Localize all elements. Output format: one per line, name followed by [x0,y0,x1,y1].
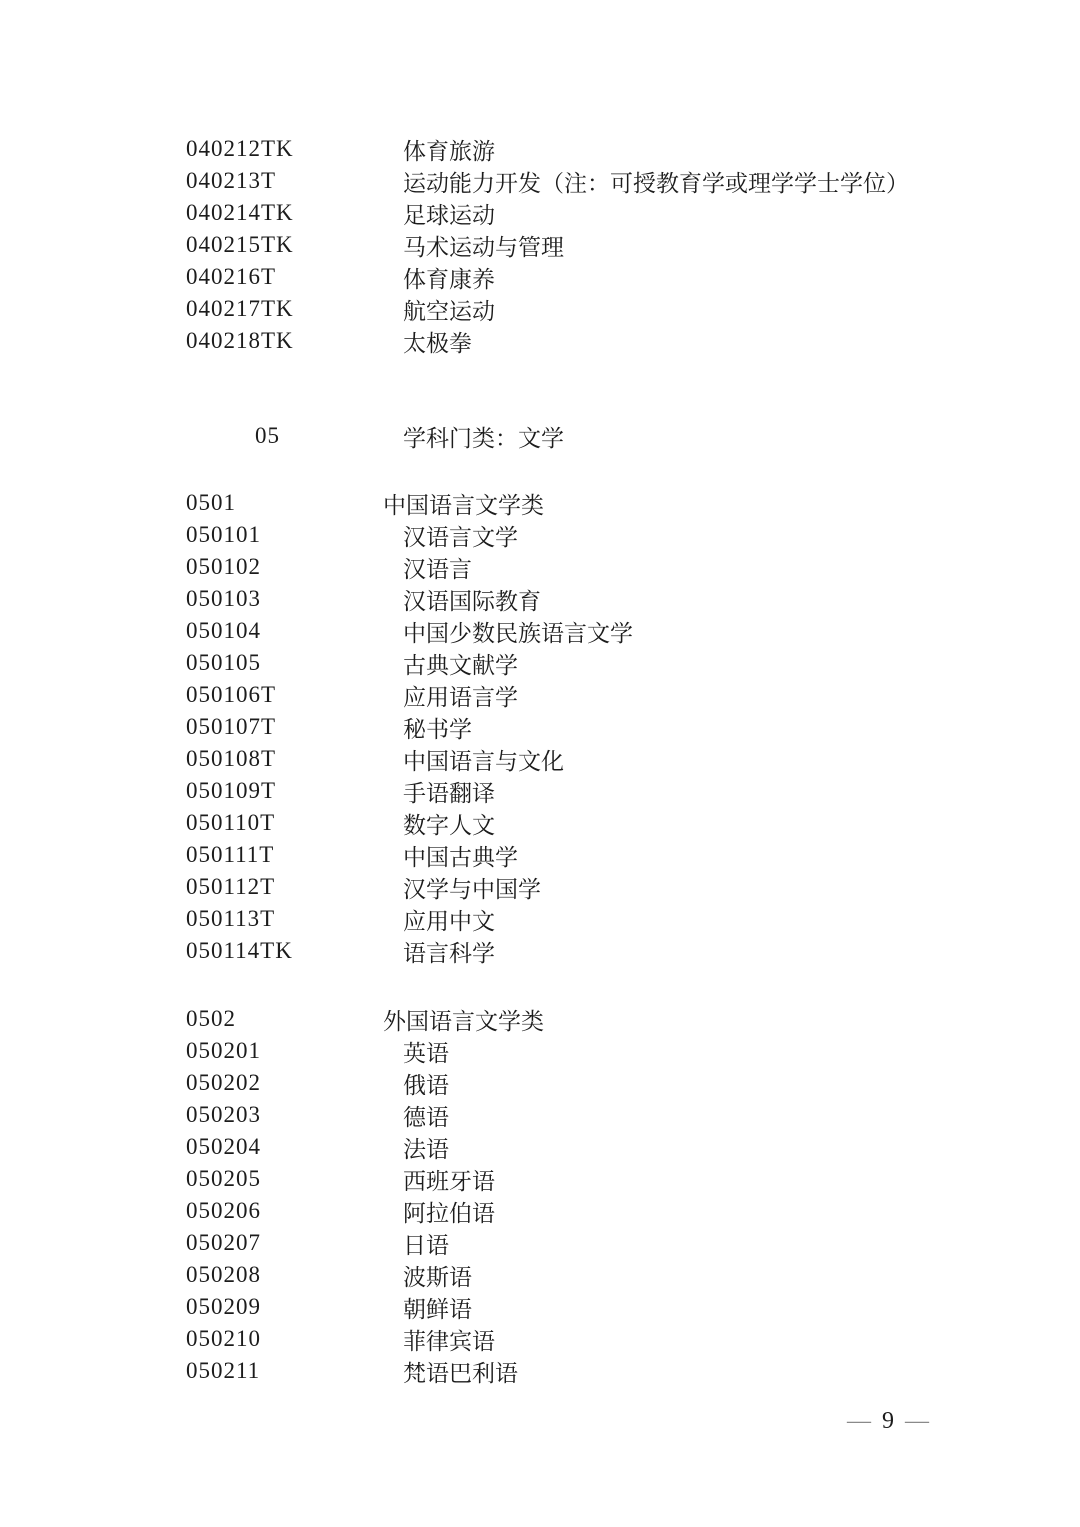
major-name: 手语翻译 [403,780,495,806]
major-name: 航空运动 [403,298,495,324]
major-name: 汉语言文学 [403,524,518,550]
major-code: 050204 [186,1134,261,1159]
major-row [186,1163,1066,1195]
major-name: 马术运动与管理 [403,234,564,260]
major-row [186,1227,1066,1259]
major-name: 中国古典学 [403,844,518,870]
major-code: 040214TK [186,200,294,225]
major-code: 050203 [186,1102,261,1127]
major-name: 法语 [403,1136,449,1162]
group-header-row [186,1003,1066,1035]
major-row [186,743,1066,775]
major-code: 050101 [186,522,261,547]
major-name: 菲律宾语 [403,1328,495,1354]
major-code: 050108T [186,746,277,771]
page-number-left-dash: — [847,1408,871,1434]
major-row [186,935,1066,967]
major-code: 050110T [186,810,276,835]
major-code: 050105 [186,650,261,675]
major-name: 运动能力开发（注：可授教育学或理学学士学位） [403,170,909,196]
major-row [186,775,1066,807]
major-row [186,1035,1066,1067]
major-code: 050102 [186,554,261,579]
major-row [186,711,1066,743]
major-row [186,519,1066,551]
major-code: 050106T [186,682,277,707]
major-code: 050209 [186,1294,261,1319]
major-row [186,325,1066,357]
major-name: 中国少数民族语言文学 [403,620,633,646]
major-row [186,1259,1066,1291]
major-name: 西班牙语 [403,1168,495,1194]
major-code: 040218TK [186,328,294,353]
major-row [186,839,1066,871]
major-code: 040215TK [186,232,294,257]
major-row [186,1195,1066,1227]
major-row [186,293,1066,325]
major-row [186,903,1066,935]
major-code: 050103 [186,586,261,611]
major-row [186,197,1066,229]
major-name: 太极拳 [403,330,472,356]
major-code: 050107T [186,714,277,739]
page-number [836,1408,940,1435]
major-name: 汉语国际教育 [403,588,541,614]
major-row [186,133,1066,165]
major-name: 波斯语 [403,1264,472,1290]
major-code: 050104 [186,618,261,643]
group-code: 0501 [186,490,236,515]
major-name: 应用中文 [403,908,495,934]
major-name: 古典文献学 [403,652,518,678]
section-code: 05 [255,423,280,448]
major-name: 秘书学 [403,716,472,742]
major-name: 体育康养 [403,266,495,292]
major-code: 040212TK [186,136,294,161]
major-name: 应用语言学 [403,684,518,710]
major-name: 汉学与中国学 [403,876,541,902]
major-name: 德语 [403,1104,449,1130]
section-title: 学科门类：文学 [403,425,564,451]
major-name: 俄语 [403,1072,449,1098]
major-row [186,1323,1066,1355]
major-name: 语言科学 [403,940,495,966]
major-code: 050207 [186,1230,261,1255]
major-code: 050111T [186,842,275,867]
major-row [186,551,1066,583]
major-code: 050211 [186,1358,261,1383]
major-code: 040216T [186,264,277,289]
major-row [186,647,1066,679]
major-code: 050114TK [186,938,293,963]
major-row [186,1099,1066,1131]
major-row [186,615,1066,647]
major-row [186,229,1066,261]
major-name: 体育旅游 [403,138,495,164]
group-name: 外国语言文学类 [383,1008,544,1034]
major-code: 050201 [186,1038,261,1063]
major-name: 数字人文 [403,812,495,838]
major-name: 足球运动 [403,202,495,228]
page-number-right-dash: — [905,1408,929,1434]
major-code: 050202 [186,1070,261,1095]
major-row [186,871,1066,903]
major-row [186,261,1066,293]
major-name: 中国语言与文化 [403,748,564,774]
major-code: 040213T [186,168,277,193]
major-name: 梵语巴利语 [403,1360,518,1386]
major-catalog-list [186,133,1066,1387]
major-row [186,1131,1066,1163]
major-name: 英语 [403,1040,449,1066]
major-code: 050112T [186,874,276,899]
major-row [186,807,1066,839]
major-code: 050109T [186,778,277,803]
major-code: 040217TK [186,296,294,321]
major-code: 050205 [186,1166,261,1191]
major-code: 050208 [186,1262,261,1287]
major-row [186,1291,1066,1323]
group-name: 中国语言文学类 [383,492,544,518]
page-number-value: 9 [882,1408,894,1434]
major-name: 阿拉伯语 [403,1200,495,1226]
major-row [186,583,1066,615]
major-code: 050210 [186,1326,261,1351]
major-row [186,165,1066,197]
major-name: 日语 [403,1232,449,1258]
major-name: 朝鲜语 [403,1296,472,1322]
major-code: 050113T [186,906,276,931]
major-row [186,1067,1066,1099]
major-code: 050206 [186,1198,261,1223]
major-row [186,1355,1066,1387]
group-header-row [186,487,1066,519]
group-code: 0502 [186,1006,236,1031]
major-row [186,679,1066,711]
section-header-row [186,420,1066,452]
major-name: 汉语言 [403,556,472,582]
